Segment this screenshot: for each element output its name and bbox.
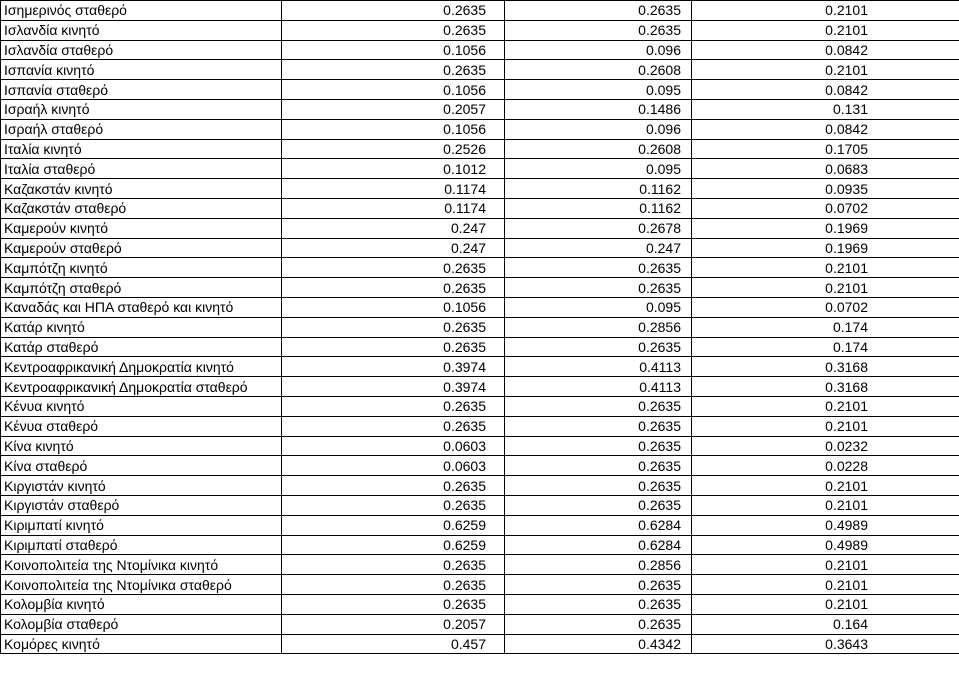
rate-3-cell: 0.2101 (692, 575, 959, 595)
table-row (1, 456, 959, 476)
table-row (1, 634, 959, 654)
country-name-cell: Ισραήλ σταθερό (1, 119, 282, 139)
rate-1-cell: 0.1056 (282, 40, 505, 60)
rate-1-cell: 0.2635 (282, 20, 505, 40)
country-name-cell: Ιταλία κινητό (1, 139, 282, 159)
rate-1-cell: 0.2057 (282, 99, 505, 119)
rate-1-cell: 0.6259 (282, 515, 505, 535)
country-name-cell: Κιργιστάν κινητό (1, 476, 282, 496)
table-row (1, 80, 959, 100)
rate-2-cell: 0.2635 (505, 396, 692, 416)
rate-1-cell: 0.3974 (282, 357, 505, 377)
country-name-cell: Καναδάς και ΗΠΑ σταθερό και κινητό (1, 297, 282, 317)
rate-2-cell: 0.096 (505, 40, 692, 60)
rate-1-cell: 0.0603 (282, 456, 505, 476)
rate-2-cell: 0.2856 (505, 555, 692, 575)
table-row (1, 317, 959, 337)
table-row (1, 396, 959, 416)
rate-2-cell: 0.2635 (505, 575, 692, 595)
rate-2-cell: 0.4342 (505, 634, 692, 654)
table-row (1, 594, 959, 614)
rate-2-cell: 0.095 (505, 80, 692, 100)
rate-2-cell: 0.2608 (505, 60, 692, 80)
country-name-cell: Κατάρ κινητό (1, 317, 282, 337)
rate-3-cell: 0.0702 (692, 297, 959, 317)
table-row (1, 377, 959, 397)
rate-3-cell: 0.164 (692, 614, 959, 634)
rate-2-cell: 0.2635 (505, 337, 692, 357)
rate-3-cell: 0.0228 (692, 456, 959, 476)
rate-2-cell: 0.096 (505, 119, 692, 139)
rate-1-cell: 0.1056 (282, 80, 505, 100)
rate-3-cell: 0.2101 (692, 594, 959, 614)
rate-2-cell: 0.2635 (505, 436, 692, 456)
country-name-cell: Ισπανία σταθερό (1, 80, 282, 100)
rate-3-cell: 0.2101 (692, 555, 959, 575)
table-row (1, 218, 959, 238)
rate-1-cell: 0.2635 (282, 1, 505, 21)
rate-2-cell: 0.2635 (505, 1, 692, 21)
rate-1-cell: 0.2635 (282, 575, 505, 595)
rate-2-cell: 0.2635 (505, 20, 692, 40)
country-name-cell: Κεντροαφρικανική Δημοκρατία σταθερό (1, 377, 282, 397)
rate-1-cell: 0.2635 (282, 495, 505, 515)
rate-1-cell: 0.1012 (282, 159, 505, 179)
rate-3-cell: 0.0842 (692, 119, 959, 139)
rate-3-cell: 0.0702 (692, 198, 959, 218)
country-name-cell: Καμερούν σταθερό (1, 238, 282, 258)
country-name-cell: Κένυα σταθερό (1, 416, 282, 436)
rate-2-cell: 0.2635 (505, 594, 692, 614)
table-row (1, 357, 959, 377)
rate-3-cell: 0.174 (692, 337, 959, 357)
rate-3-cell: 0.3168 (692, 377, 959, 397)
rate-2-cell: 0.2635 (505, 278, 692, 298)
rate-1-cell: 0.2635 (282, 60, 505, 80)
rates-table-body (1, 1, 959, 654)
country-name-cell: Κιργιστάν σταθερό (1, 495, 282, 515)
rate-2-cell: 0.095 (505, 159, 692, 179)
rate-1-cell: 0.2635 (282, 278, 505, 298)
country-name-cell: Καζακστάν σταθερό (1, 198, 282, 218)
rate-3-cell: 0.3168 (692, 357, 959, 377)
rate-1-cell: 0.1056 (282, 119, 505, 139)
rate-1-cell: 0.1056 (282, 297, 505, 317)
table-row (1, 436, 959, 456)
country-name-cell: Καμπότζη σταθερό (1, 278, 282, 298)
rate-2-cell: 0.2635 (505, 456, 692, 476)
rate-2-cell: 0.2608 (505, 139, 692, 159)
rate-3-cell: 0.0232 (692, 436, 959, 456)
rate-3-cell: 0.0935 (692, 179, 959, 199)
rate-3-cell: 0.1705 (692, 139, 959, 159)
table-row (1, 337, 959, 357)
country-name-cell: Καμερούν κινητό (1, 218, 282, 238)
rate-1-cell: 0.2635 (282, 337, 505, 357)
rate-1-cell: 0.3974 (282, 377, 505, 397)
rate-1-cell: 0.2057 (282, 614, 505, 634)
country-name-cell: Κομόρες κινητό (1, 634, 282, 654)
table-row (1, 20, 959, 40)
table-row (1, 555, 959, 575)
country-name-cell: Καζακστάν κινητό (1, 179, 282, 199)
table-row (1, 179, 959, 199)
table-row (1, 238, 959, 258)
country-name-cell: Κατάρ σταθερό (1, 337, 282, 357)
rate-2-cell: 0.1162 (505, 179, 692, 199)
country-name-cell: Ιταλία σταθερό (1, 159, 282, 179)
rate-3-cell: 0.1969 (692, 238, 959, 258)
country-name-cell: Κιριμπατί σταθερό (1, 535, 282, 555)
rate-1-cell: 0.1174 (282, 179, 505, 199)
table-row (1, 159, 959, 179)
rate-1-cell: 0.247 (282, 218, 505, 238)
country-name-cell: Κοινοπολιτεία της Ντομίνικα σταθερό (1, 575, 282, 595)
rate-2-cell: 0.2635 (505, 476, 692, 496)
country-name-cell: Κιριμπατί κινητό (1, 515, 282, 535)
rate-3-cell: 0.174 (692, 317, 959, 337)
rate-1-cell: 0.2635 (282, 555, 505, 575)
country-name-cell: Κοινοπολιτεία της Ντομίνικα κινητό (1, 555, 282, 575)
rate-3-cell: 0.4989 (692, 535, 959, 555)
rate-2-cell: 0.1486 (505, 99, 692, 119)
country-name-cell: Ισημερινός σταθερό (1, 1, 282, 21)
rate-3-cell: 0.4989 (692, 515, 959, 535)
country-name-cell: Κολομβία σταθερό (1, 614, 282, 634)
country-name-cell: Κίνα σταθερό (1, 456, 282, 476)
rate-2-cell: 0.095 (505, 297, 692, 317)
table-row (1, 258, 959, 278)
country-name-cell: Κίνα κινητό (1, 436, 282, 456)
rate-3-cell: 0.0842 (692, 40, 959, 60)
rate-3-cell: 0.2101 (692, 476, 959, 496)
rate-3-cell: 0.0683 (692, 159, 959, 179)
rate-1-cell: 0.0603 (282, 436, 505, 456)
table-row (1, 99, 959, 119)
rate-3-cell: 0.2101 (692, 258, 959, 278)
table-row (1, 515, 959, 535)
rate-2-cell: 0.2856 (505, 317, 692, 337)
rate-3-cell: 0.2101 (692, 1, 959, 21)
table-row (1, 40, 959, 60)
rate-1-cell: 0.2635 (282, 416, 505, 436)
table-row (1, 139, 959, 159)
rate-1-cell: 0.2526 (282, 139, 505, 159)
rate-3-cell: 0.2101 (692, 396, 959, 416)
table-row (1, 60, 959, 80)
rate-2-cell: 0.6284 (505, 515, 692, 535)
table-row (1, 1, 959, 21)
rate-3-cell: 0.3643 (692, 634, 959, 654)
rate-1-cell: 0.6259 (282, 535, 505, 555)
country-name-cell: Κένυα κινητό (1, 396, 282, 416)
rate-2-cell: 0.1162 (505, 198, 692, 218)
table-row (1, 476, 959, 496)
country-name-cell: Ισλανδία κινητό (1, 20, 282, 40)
country-name-cell: Καμπότζη κινητό (1, 258, 282, 278)
country-name-cell: Ισραήλ κινητό (1, 99, 282, 119)
rate-3-cell: 0.0842 (692, 80, 959, 100)
table-row (1, 614, 959, 634)
table-row (1, 119, 959, 139)
rate-2-cell: 0.4113 (505, 357, 692, 377)
rate-3-cell: 0.2101 (692, 60, 959, 80)
rate-3-cell: 0.1969 (692, 218, 959, 238)
rate-2-cell: 0.247 (505, 238, 692, 258)
country-name-cell: Κολομβία κινητό (1, 594, 282, 614)
rate-2-cell: 0.4113 (505, 377, 692, 397)
rate-1-cell: 0.247 (282, 238, 505, 258)
rate-1-cell: 0.2635 (282, 396, 505, 416)
country-name-cell: Κεντροαφρικανική Δημοκρατία κινητό (1, 357, 282, 377)
rate-2-cell: 0.2635 (505, 258, 692, 278)
rate-2-cell: 0.2635 (505, 495, 692, 515)
rate-1-cell: 0.2635 (282, 317, 505, 337)
rate-3-cell: 0.2101 (692, 416, 959, 436)
rate-3-cell: 0.131 (692, 99, 959, 119)
rate-1-cell: 0.2635 (282, 258, 505, 278)
rate-2-cell: 0.2635 (505, 614, 692, 634)
country-name-cell: Ισλανδία σταθερό (1, 40, 282, 60)
rate-1-cell: 0.457 (282, 634, 505, 654)
rate-2-cell: 0.6284 (505, 535, 692, 555)
rate-2-cell: 0.2635 (505, 416, 692, 436)
rate-1-cell: 0.2635 (282, 594, 505, 614)
table-row (1, 198, 959, 218)
rate-1-cell: 0.1174 (282, 198, 505, 218)
table-row (1, 297, 959, 317)
table-row (1, 416, 959, 436)
rate-2-cell: 0.2678 (505, 218, 692, 238)
rate-3-cell: 0.2101 (692, 278, 959, 298)
table-row (1, 535, 959, 555)
rate-3-cell: 0.2101 (692, 20, 959, 40)
country-name-cell: Ισπανία κινητό (1, 60, 282, 80)
table-row (1, 575, 959, 595)
rate-3-cell: 0.2101 (692, 495, 959, 515)
table-row (1, 278, 959, 298)
table-row (1, 495, 959, 515)
rate-1-cell: 0.2635 (282, 476, 505, 496)
